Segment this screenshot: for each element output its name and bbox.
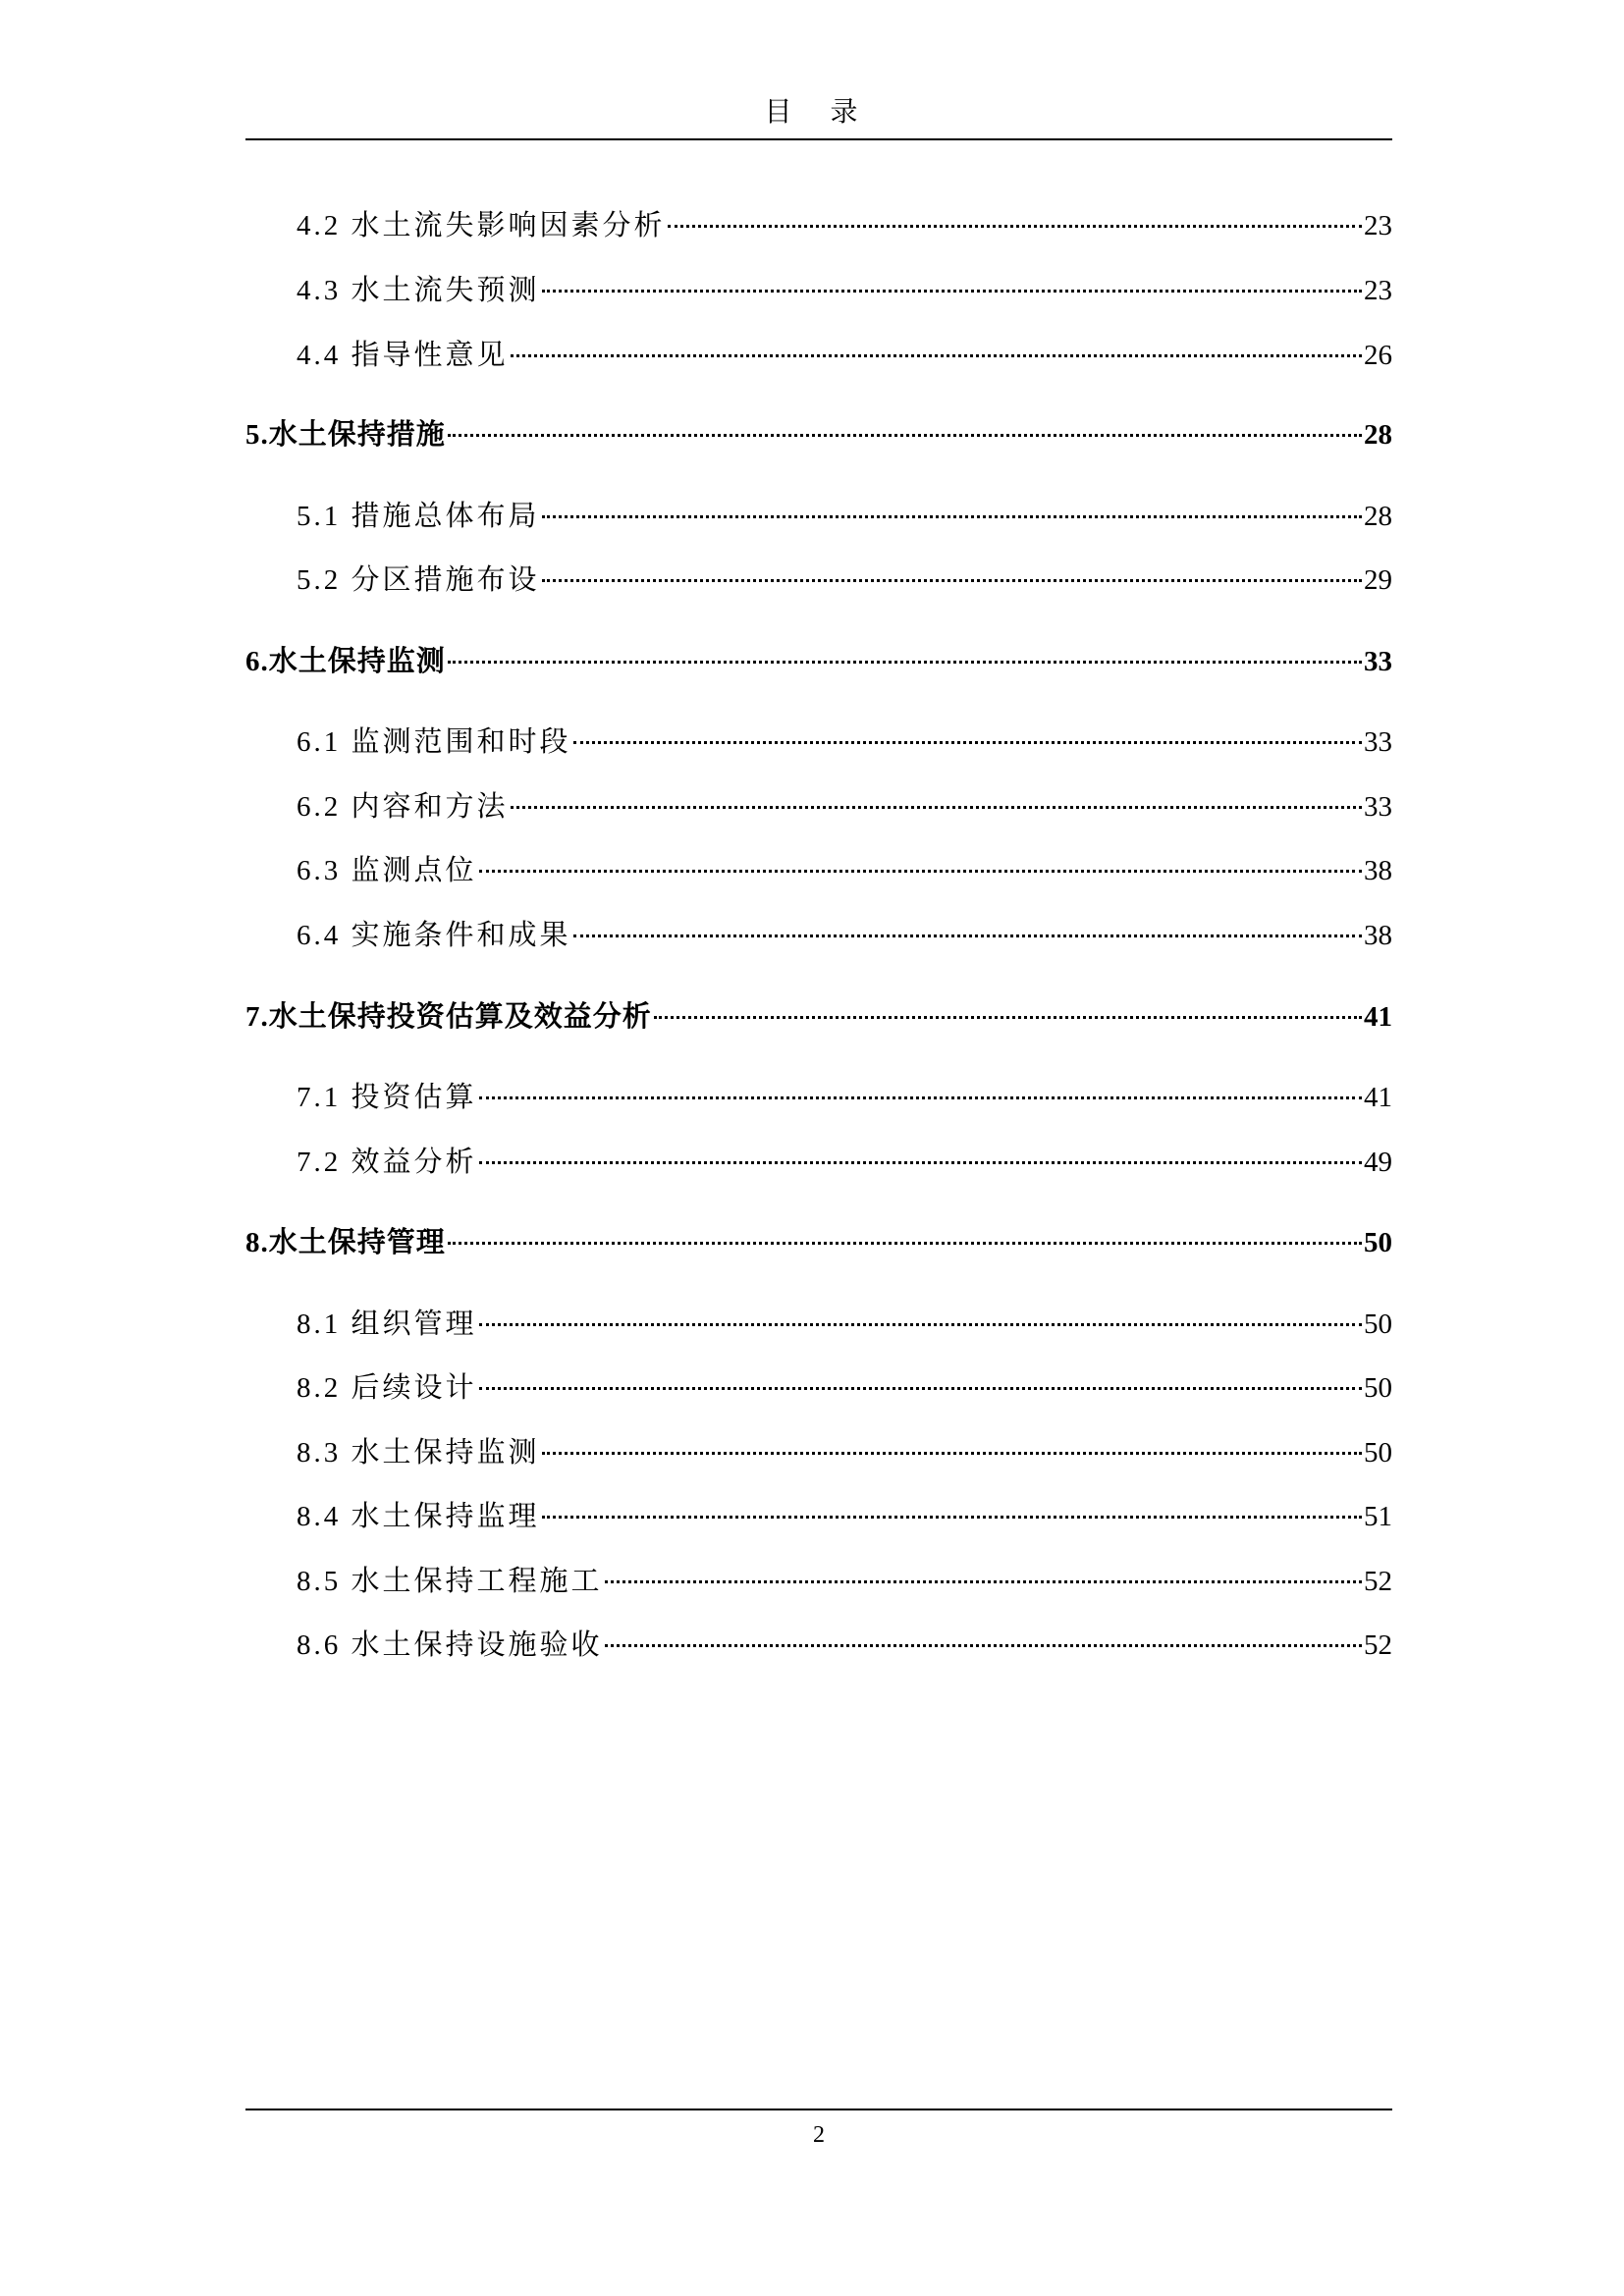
dot-leader	[654, 1006, 1362, 1019]
toc-entry[interactable]	[297, 271, 1392, 310]
toc-entry-page: 26	[1364, 340, 1392, 371]
toc-entry-page: 33	[1364, 726, 1392, 758]
toc-chapter-entry[interactable]	[245, 1223, 1392, 1262]
toc-entry[interactable]	[297, 1562, 1392, 1601]
toc-entry-label: 8.3 水土保持监测	[297, 1437, 540, 1468]
dot-leader	[511, 345, 1362, 357]
toc-entry-label: 6.3 监测点位	[297, 855, 477, 886]
dot-leader	[573, 731, 1362, 744]
toc-entry-page: 50	[1364, 1308, 1392, 1340]
toc-entry[interactable]	[297, 1078, 1392, 1117]
toc-entry-page: 50	[1364, 1372, 1392, 1404]
toc-entry-label: 4.4 指导性意见	[297, 340, 509, 371]
page-header	[245, 93, 1392, 140]
toc-entry-page: 52	[1364, 1629, 1392, 1661]
toc-entry[interactable]	[297, 336, 1392, 375]
toc-entry-label: 7.2 效益分析	[297, 1147, 477, 1178]
toc-entry-label: 7.1 投资估算	[297, 1082, 477, 1113]
toc-chapter-entry[interactable]	[245, 997, 1392, 1037]
toc-entry-page: 51	[1364, 1501, 1392, 1532]
toc-entry-label: 4.2 水土流失影响因素分析	[297, 210, 666, 241]
toc-entry-page: 23	[1364, 210, 1392, 241]
page-footer	[245, 2109, 1392, 2148]
toc-entry-page: 52	[1364, 1566, 1392, 1597]
toc-entry-label: 6.1 监测范围和时段	[297, 726, 571, 758]
dot-leader	[605, 1634, 1362, 1647]
toc-entry[interactable]	[297, 916, 1392, 955]
dot-leader	[448, 424, 1362, 437]
toc-entry-label: 4.3 水土流失预测	[297, 275, 540, 306]
dot-leader	[448, 651, 1362, 664]
toc-entry-page: 38	[1364, 920, 1392, 951]
toc-entry-label: 8.2 后续设计	[297, 1372, 477, 1404]
toc-entry-label: 6.4 实施条件和成果	[297, 920, 571, 951]
dot-leader	[542, 280, 1362, 293]
toc-entry[interactable]	[297, 1305, 1392, 1344]
toc-entry[interactable]	[297, 851, 1392, 890]
toc-entry-label: 8.5 水土保持工程施工	[297, 1566, 603, 1597]
toc-entry-page: 38	[1364, 855, 1392, 886]
toc-entry-page: 41	[1364, 1082, 1392, 1113]
toc-entry[interactable]	[297, 206, 1392, 245]
toc-entry[interactable]	[297, 1143, 1392, 1182]
dot-leader	[479, 860, 1362, 873]
toc-entry-label: 7.水土保持投资估算及效益分析	[245, 1001, 652, 1033]
toc-entry-page: 33	[1364, 646, 1392, 677]
toc-entry-label: 8.6 水土保持设施验收	[297, 1629, 603, 1661]
toc-entry-label: 8.1 组织管理	[297, 1308, 477, 1340]
dot-leader	[479, 1151, 1362, 1164]
toc-chapter-entry[interactable]	[245, 642, 1392, 681]
dot-leader	[479, 1377, 1362, 1390]
dot-leader	[668, 215, 1362, 228]
toc-chapter-entry[interactable]	[245, 415, 1392, 454]
toc-entry-label: 8.水土保持管理	[245, 1227, 446, 1258]
toc-entry-label: 6.水土保持监测	[245, 646, 446, 677]
page-number: 2	[813, 2122, 825, 2148]
toc-entry-label: 5.2 分区措施布设	[297, 564, 540, 596]
toc-entry[interactable]	[297, 1368, 1392, 1408]
toc-entry[interactable]	[297, 1626, 1392, 1665]
toc-entry-page: 49	[1364, 1147, 1392, 1178]
toc-entry-label: 5.水土保持措施	[245, 419, 446, 451]
toc-entry-page: 29	[1364, 564, 1392, 596]
dot-leader	[511, 796, 1362, 809]
dot-leader	[448, 1232, 1362, 1245]
toc-entry[interactable]	[297, 1497, 1392, 1536]
page-title: 目 录	[764, 97, 874, 128]
dot-leader	[542, 1442, 1362, 1455]
toc-entry-page: 28	[1364, 419, 1392, 451]
dot-leader	[605, 1571, 1362, 1583]
toc-entry-page: 50	[1364, 1227, 1392, 1258]
toc-entry-page: 28	[1364, 501, 1392, 532]
toc-entry-page: 23	[1364, 275, 1392, 306]
toc-entry-label: 5.1 措施总体布局	[297, 501, 540, 532]
toc-entry[interactable]	[297, 497, 1392, 536]
dot-leader	[479, 1313, 1362, 1326]
toc-entry[interactable]	[297, 1433, 1392, 1472]
dot-leader	[479, 1087, 1362, 1099]
dot-leader	[542, 569, 1362, 582]
toc-entry-label: 6.2 内容和方法	[297, 791, 509, 823]
toc-entry[interactable]	[297, 561, 1392, 600]
toc-entry-page: 50	[1364, 1437, 1392, 1468]
dot-leader	[542, 1506, 1362, 1519]
toc-entry[interactable]	[297, 787, 1392, 827]
toc-entry-label: 8.4 水土保持监理	[297, 1501, 540, 1532]
toc-entry-page: 33	[1364, 791, 1392, 823]
dot-leader	[542, 506, 1362, 518]
toc-entry-page: 41	[1364, 1001, 1392, 1033]
dot-leader	[573, 925, 1362, 937]
toc-entry[interactable]	[297, 722, 1392, 762]
